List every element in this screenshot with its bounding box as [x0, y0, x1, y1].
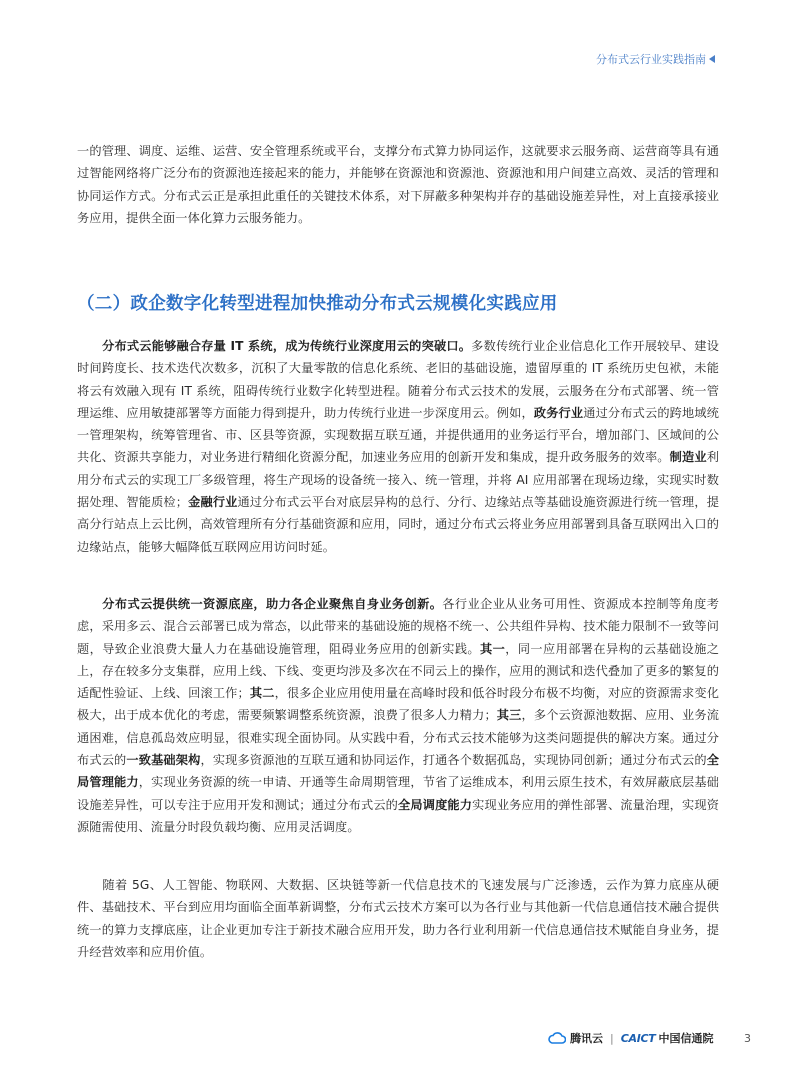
paragraph-legacy-it	[77, 335, 719, 558]
paragraph-intro	[77, 140, 719, 229]
paragraph-text: 实现业务应用的弹性部署、流量治理，实现资源随需使用、流量分时段负载均衡、应用灵活调度。	[77, 797, 720, 834]
caict-logo	[621, 1030, 714, 1046]
paragraph-new-tech	[77, 874, 719, 963]
paragraph-text: ，很多企业应用使用量在高峰时段和低谷时段分布极不均衡，对应的资源需求变化极大，出于成本优化的考虑，需要频繁调整系统资源，浪费了很多人力精力；	[77, 686, 720, 723]
keyword-manufacturing: 制造业	[669, 450, 707, 465]
paragraph-text: ，实现业务资源的统一申请、开通等生命周期管理，节省了运维成本，利用云原生技术，有效屏蔽底层基础设施差异性，可以专注于应用开发和测试；通过分布式云的	[77, 775, 720, 812]
section-heading	[77, 290, 719, 315]
keyword-third: 其三	[496, 708, 522, 723]
page-number: 3	[744, 1031, 751, 1045]
keyword-global-management: 全局管理能力	[77, 753, 719, 790]
keyword-government: 政务行业	[533, 405, 584, 420]
paragraph-text: 通过分布式云平台对底层异构的总行、分行、边缘站点等基础设施资源进行统一管理，提高分行站点上云比例，高效管理所有分行基础资源和应用，同时，通过分布式云将业务应用部署到具备互联网出入口的边缘站点，能够大幅降低互联网应用访问时延。	[77, 495, 720, 554]
paragraph-text: 多数传统行业企业信息化工作开展较早、建设时间跨度长、技术迭代次数多，沉积了大量零散的信息化系统、老旧的基础设施，遗留厚重的 IT 系统历史包袱，未能将云有效融入现有 IT 系统，阻碍传统行业数字化转型进程。随着分布式云技术的发展，云服务在分布式部署、统一管理运维、应用敏捷部署等方面能力得到提升，助力传统行业进一步深度用云。例如，	[77, 339, 719, 420]
section-title: （二）政企数字化转型进程加快推动分布式云规模化实践应用	[77, 294, 558, 314]
paragraph-text: ，同一应用部署在异构的云基础设施之上，存在较多分支集群，应用上线、下线、变更均涉及多次在不同云上的操作，应用的测试和迭代叠加了更多的繁复的适配性验证、上线、回滚工作；	[77, 641, 720, 701]
header-title	[596, 51, 715, 67]
keyword-first: 其一	[480, 641, 506, 656]
keyword-consistent-arch: 一致基础架构	[126, 753, 201, 768]
paragraph-lead: 分布式云能够融合存量 IT 系统，成为传统行业深度用云的突破口。	[102, 339, 472, 353]
footer	[548, 1028, 751, 1048]
paragraph-text: 随着 5G、人工智能、物联网、大数据、区块链等新一代信息技术的飞速发展与广泛渗透，云作为算力底座从硬件、基础技术、平台到应用均面临全面革新调整，分布式云技术方案可以为各行业与其他新一代信息通信技术融合提供统一的算力支撑底座，让企业更加专注于新技术融合应用开发，助力各行业利用新一代信息通信技术赋能自身业务，提升经营效率和应用价值。	[77, 878, 719, 959]
header-title-text: 分布式云行业实践指南	[596, 53, 706, 66]
paragraph-text: ，实现多资源池的互联互通和协同运作，打通各个数据孤岛，实现协同创新；通过分布式云的	[200, 753, 707, 768]
paragraph-text: 通过分布式云的跨地域统一管理架构，统筹管理省、市、区县等资源，实现数据互联互通，并提供通用的业务运行平台，增加部门、区域间的公共化、资源共享能力，对业务进行精细化资源分配，加速业务应用的创新开发和集成，提升政务服务的效率。	[77, 405, 719, 465]
paragraph-text: 利用分布式云的实现工厂多级管理，将生产现场的设备统一接入、统一管理，并将 AI 应用部署在现场边缘，实现实时数据处理、智能质检；	[77, 450, 719, 510]
tencent-cloud-logo	[548, 1030, 603, 1046]
paragraph-unified-base	[77, 593, 719, 838]
cloud-icon	[548, 1032, 566, 1044]
keyword-global-scheduling: 全局调度能力	[398, 797, 473, 812]
paragraph-intro-text: 一的管理、调度、运维、运营、安全管理系统或平台，支撑分布式算力协同运作，这就要求云服务商、运营商等具有通过智能网络将广泛分布的资源池连接起来的能力，并能够在资源池和资源池、资源池和用户间建立高效、灵活的管理和协同运作方式。分布式云正是承担此重任的关键技术体系，对下屏蔽多种架构并存的基础设施差异性，对上直接承接业务应用，提供全面一体化算力云服务能力。	[77, 144, 719, 225]
keyword-finance: 金融行业	[188, 495, 238, 510]
caict-mark: CAICT	[620, 1031, 656, 1045]
paragraph-text: ，多个云资源池数据、应用、业务流通困难，信息孤岛效应明显，很难实现全面协同。从实践中看，分布式云技术能够为这类问题提供的解决方案。通过分布式云的	[77, 708, 720, 768]
triangle-left-icon	[709, 55, 715, 63]
keyword-second: 其二	[249, 686, 275, 701]
paragraph-lead: 分布式云提供统一资源底座，助力各企业聚焦自身业务创新。	[102, 597, 443, 611]
brand-tencent: 腾讯云	[570, 1032, 603, 1045]
brand-caict: 中国信通院	[658, 1032, 714, 1045]
footer-separator: |	[610, 1031, 614, 1045]
paragraph-text: 各行业企业从业务可用性、资源成本控制等角度考虑，采用多云、混合云部署已成为常态，以此带来的基础设施的规格不统一、公共组件异构、技术能力限制不一致等问题，导致企业浪费大量人力在基础设施管理，阻碍业务应用的创新实践。	[77, 597, 719, 656]
